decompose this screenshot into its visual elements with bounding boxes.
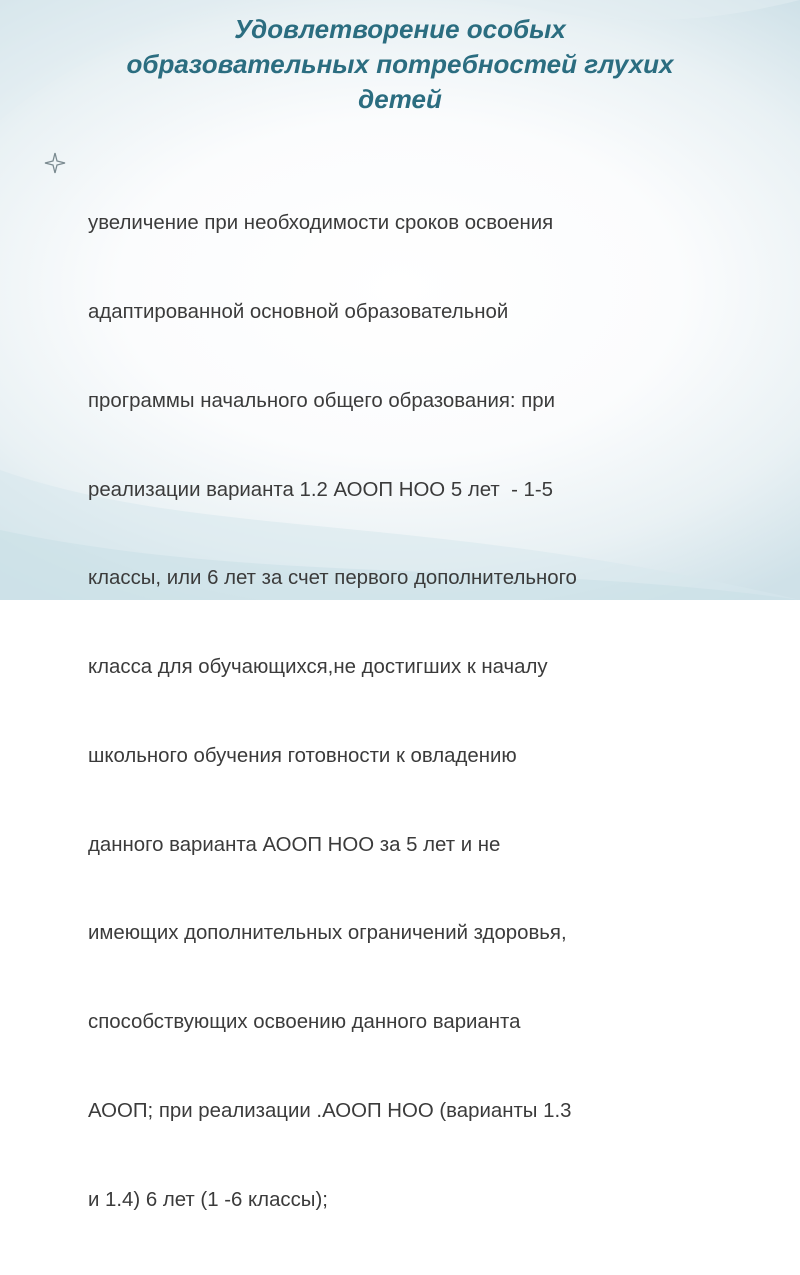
bullet-text (88, 150, 740, 1275)
bullet-list (40, 150, 740, 1275)
bullet-text-line: АООП; при реализации .АООП НОО (варианты 1.3 (88, 1100, 572, 1122)
bullet-text-line: данного варианта АООП НОО за 5 лет и не (88, 833, 501, 856)
slide-title-line: детей (358, 84, 442, 114)
bullet-text-line: школьного обучения готовности к овладению (88, 744, 517, 767)
bullet-text-line: имеющих дополнительных ограничений здоровья, (88, 922, 567, 945)
bullet-text-line: классы, или 6 лет за счет первого дополнительного (88, 567, 577, 590)
bullet-text-line: адаптированной основной образовательной (88, 300, 509, 323)
bullet-text-line: и 1.4) 6 лет (1 -6 классы); (88, 1188, 328, 1211)
bullet-text-line: увеличение при необходимости сроков освоения (88, 212, 554, 235)
bullet-text-line: класса для обучающихся,не достигших к началу (88, 656, 548, 679)
slide-title (40, 12, 760, 117)
slide-title-line: Удовлетворение особых (234, 14, 566, 44)
bullet-text-line: способствующих освоению данного варианта (88, 1011, 521, 1034)
bullet-item (40, 150, 740, 1275)
bullet-text-line: реализации варианта 1.2 АООП НОО 5 лет - 1-5 (88, 478, 553, 501)
bullet-text-line: программы начального общего образования: при (88, 389, 556, 412)
four-point-star-icon (44, 152, 66, 174)
slide-title-line: образовательных потребностей глухих (126, 49, 674, 79)
